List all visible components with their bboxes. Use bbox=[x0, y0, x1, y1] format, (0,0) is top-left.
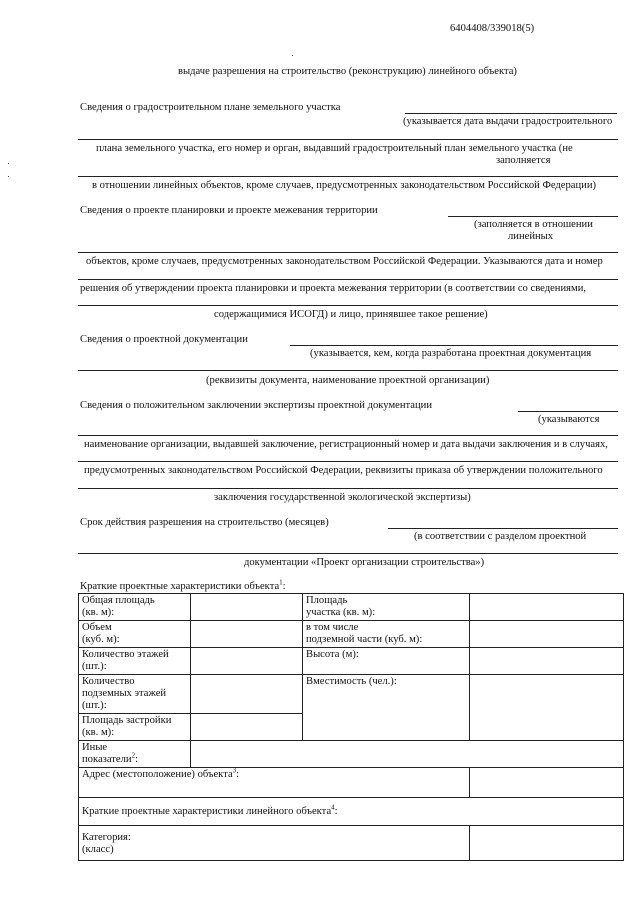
exp-line-4 bbox=[78, 488, 618, 489]
gpzu-label: Сведения о градостроительном плане земельного участка bbox=[80, 102, 341, 113]
underground-floors-value[interactable] bbox=[191, 675, 303, 714]
gpzu-note-3: заполняется bbox=[496, 155, 551, 166]
total-area-label-line-1: Общая площадь bbox=[82, 595, 155, 606]
volume-value[interactable] bbox=[191, 621, 303, 648]
category-label-line-1: Категория: bbox=[82, 832, 131, 843]
footnote-ref-4: 4 bbox=[331, 803, 335, 812]
other-indicators-label-line-2 bbox=[82, 751, 187, 766]
linear-object-label-colon: : bbox=[334, 806, 338, 817]
site-area-value[interactable] bbox=[470, 594, 624, 621]
volume-label-line-1: Объем bbox=[82, 622, 112, 633]
other-indicators-label-line-1: Иные bbox=[82, 742, 108, 753]
height-label bbox=[303, 648, 470, 675]
other-indicators-text: показатели bbox=[82, 754, 132, 765]
ppt-note-1: (заполняется в отношении bbox=[474, 219, 593, 230]
exp-note-3: предусмотренных законодательством Российской Федерации, реквизиты приказа об утверждении положительного bbox=[84, 465, 603, 476]
underground-volume-label-line-1: в том числе bbox=[306, 622, 359, 633]
footprint-label-line-2: (кв. м): bbox=[82, 727, 115, 738]
footnote-ref-2: 2 bbox=[131, 751, 136, 760]
term-note-1: (в соответствии с разделом проектной bbox=[414, 531, 587, 542]
exp-line-2 bbox=[78, 435, 618, 436]
exp-label: Сведения о положительном заключении экспертизы проектной документации bbox=[80, 400, 432, 411]
category-value[interactable] bbox=[470, 826, 624, 861]
document-code: 6404408/339018(5) bbox=[450, 23, 535, 34]
underground-floors-label bbox=[79, 675, 191, 714]
footnote-ref-1: 1 bbox=[279, 578, 283, 587]
scan-speck bbox=[8, 163, 9, 164]
site-area-label-line-1: Площадь bbox=[306, 595, 348, 606]
capacity-label-text: Вместимость (чел.): bbox=[306, 676, 397, 687]
ppt-note-5: содержащимися ИСОГД) и лицо, принявшее такое решение) bbox=[214, 309, 488, 320]
linear-object-label-text: Краткие проектные характеристики линейного объекта bbox=[82, 806, 332, 817]
floors-label-line-1: Количество этажей bbox=[82, 649, 169, 660]
underground-floors-label-line-3: (шт.): bbox=[82, 700, 107, 711]
capacity-value[interactable] bbox=[470, 675, 624, 741]
underground-volume-value[interactable] bbox=[470, 621, 624, 648]
floors-label bbox=[79, 648, 191, 675]
brief-label-colon: : bbox=[282, 581, 286, 592]
exp-note-4: заключения государственной экологической экспертизы) bbox=[214, 492, 471, 503]
height-label-text: Высота (м): bbox=[306, 649, 359, 660]
footprint-label-line-1: Площадь застройки bbox=[82, 715, 172, 726]
linear-object-label bbox=[79, 798, 624, 826]
underground-volume-label-line-2: подземной части (куб. м): bbox=[306, 634, 423, 645]
underground-floors-label-line-2: подземных этажей bbox=[82, 688, 167, 699]
pd-line-2 bbox=[78, 370, 618, 371]
ppt-note-2: линейных bbox=[508, 231, 554, 242]
gpzu-line-3 bbox=[78, 176, 618, 177]
volume-label-line-2: (куб. м): bbox=[82, 634, 120, 645]
gpzu-line-2 bbox=[78, 139, 618, 140]
pd-fill-line bbox=[290, 345, 618, 346]
category-label-line-2: (класс) bbox=[82, 844, 114, 855]
gpzu-note-2: плана земельного участка, его номер и орган, выдавший градостроительный план земельного участка (не bbox=[96, 143, 573, 154]
term-fill-line bbox=[388, 528, 618, 529]
ppt-label: Сведения о проекте планировки и проекте межевания территории bbox=[80, 205, 378, 216]
total-area-value[interactable] bbox=[191, 594, 303, 621]
scan-speck bbox=[292, 55, 293, 56]
ppt-line-4 bbox=[78, 305, 618, 306]
term-line-2 bbox=[78, 553, 618, 554]
ppt-line-3 bbox=[78, 279, 618, 280]
underground-volume-label bbox=[303, 621, 470, 648]
other-indicators-colon: : bbox=[135, 754, 139, 765]
ppt-fill-line bbox=[448, 216, 618, 217]
gpzu-note-4: в отношении линейных объектов, кроме случаев, предусмотренных законодательством Российской Федерации) bbox=[92, 180, 597, 191]
volume-label bbox=[79, 621, 191, 648]
heading-tail: выдаче разрешения на строительство (реконструкцию) линейного объекта) bbox=[178, 66, 517, 77]
capacity-label bbox=[303, 675, 470, 741]
ppt-line-2 bbox=[78, 252, 618, 253]
other-indicators-label bbox=[79, 741, 191, 768]
footprint-label bbox=[79, 714, 191, 741]
category-label bbox=[79, 826, 470, 861]
gpzu-note-1: (указывается дата выдачи градостроительного bbox=[403, 116, 613, 127]
exp-line-3 bbox=[78, 461, 618, 462]
pd-label: Сведения о проектной документации bbox=[80, 334, 248, 345]
pd-note-2: (реквизиты документа, наименование проектной организации) bbox=[206, 375, 490, 386]
brief-label-text: Краткие проектные характеристики объекта bbox=[80, 581, 280, 592]
exp-note-2: наименование организации, выдавшей заключение, регистрационный номер и дата выдачи заключения и в случаях, bbox=[84, 439, 608, 450]
site-area-label-line-2: участка (кв. м): bbox=[306, 607, 376, 618]
exp-fill-line bbox=[518, 411, 618, 412]
address-value[interactable] bbox=[470, 768, 624, 798]
term-label: Срок действия разрешения на строительство (месяцев) bbox=[80, 517, 329, 528]
exp-note-1: (указываются bbox=[538, 414, 600, 425]
floors-value[interactable] bbox=[191, 648, 303, 675]
footprint-value[interactable] bbox=[191, 714, 303, 741]
underground-floors-label-line-1: Количество bbox=[82, 676, 135, 687]
pd-note-1: (указывается, кем, когда разработана проектная документация bbox=[310, 348, 592, 359]
brief-label bbox=[80, 578, 286, 593]
site-area-label bbox=[303, 594, 470, 621]
address-label bbox=[79, 768, 470, 798]
total-area-label bbox=[79, 594, 191, 621]
address-label-text: Адрес (местоположение) объекта bbox=[82, 769, 233, 780]
ppt-note-4: решения об утверждении проекта планировки и проекта межевания территории (в соответствии со сведениями, bbox=[80, 283, 587, 294]
other-indicators-value[interactable] bbox=[191, 741, 624, 768]
ppt-note-3: объектов, кроме случаев, предусмотренных законодательством Российской Федерации. Указываются дата и номер bbox=[86, 256, 603, 267]
footnote-ref-3: 3 bbox=[232, 767, 237, 775]
height-value[interactable] bbox=[470, 648, 624, 675]
object-characteristics-table bbox=[78, 593, 624, 861]
address-label-colon: : bbox=[236, 769, 240, 780]
scan-speck bbox=[8, 176, 9, 177]
gpzu-fill-line bbox=[405, 113, 617, 114]
total-area-label-line-2: (кв. м): bbox=[82, 607, 115, 618]
term-note-2: документации «Проект организации строительства») bbox=[244, 557, 485, 568]
floors-label-line-2: (шт.): bbox=[82, 661, 107, 672]
